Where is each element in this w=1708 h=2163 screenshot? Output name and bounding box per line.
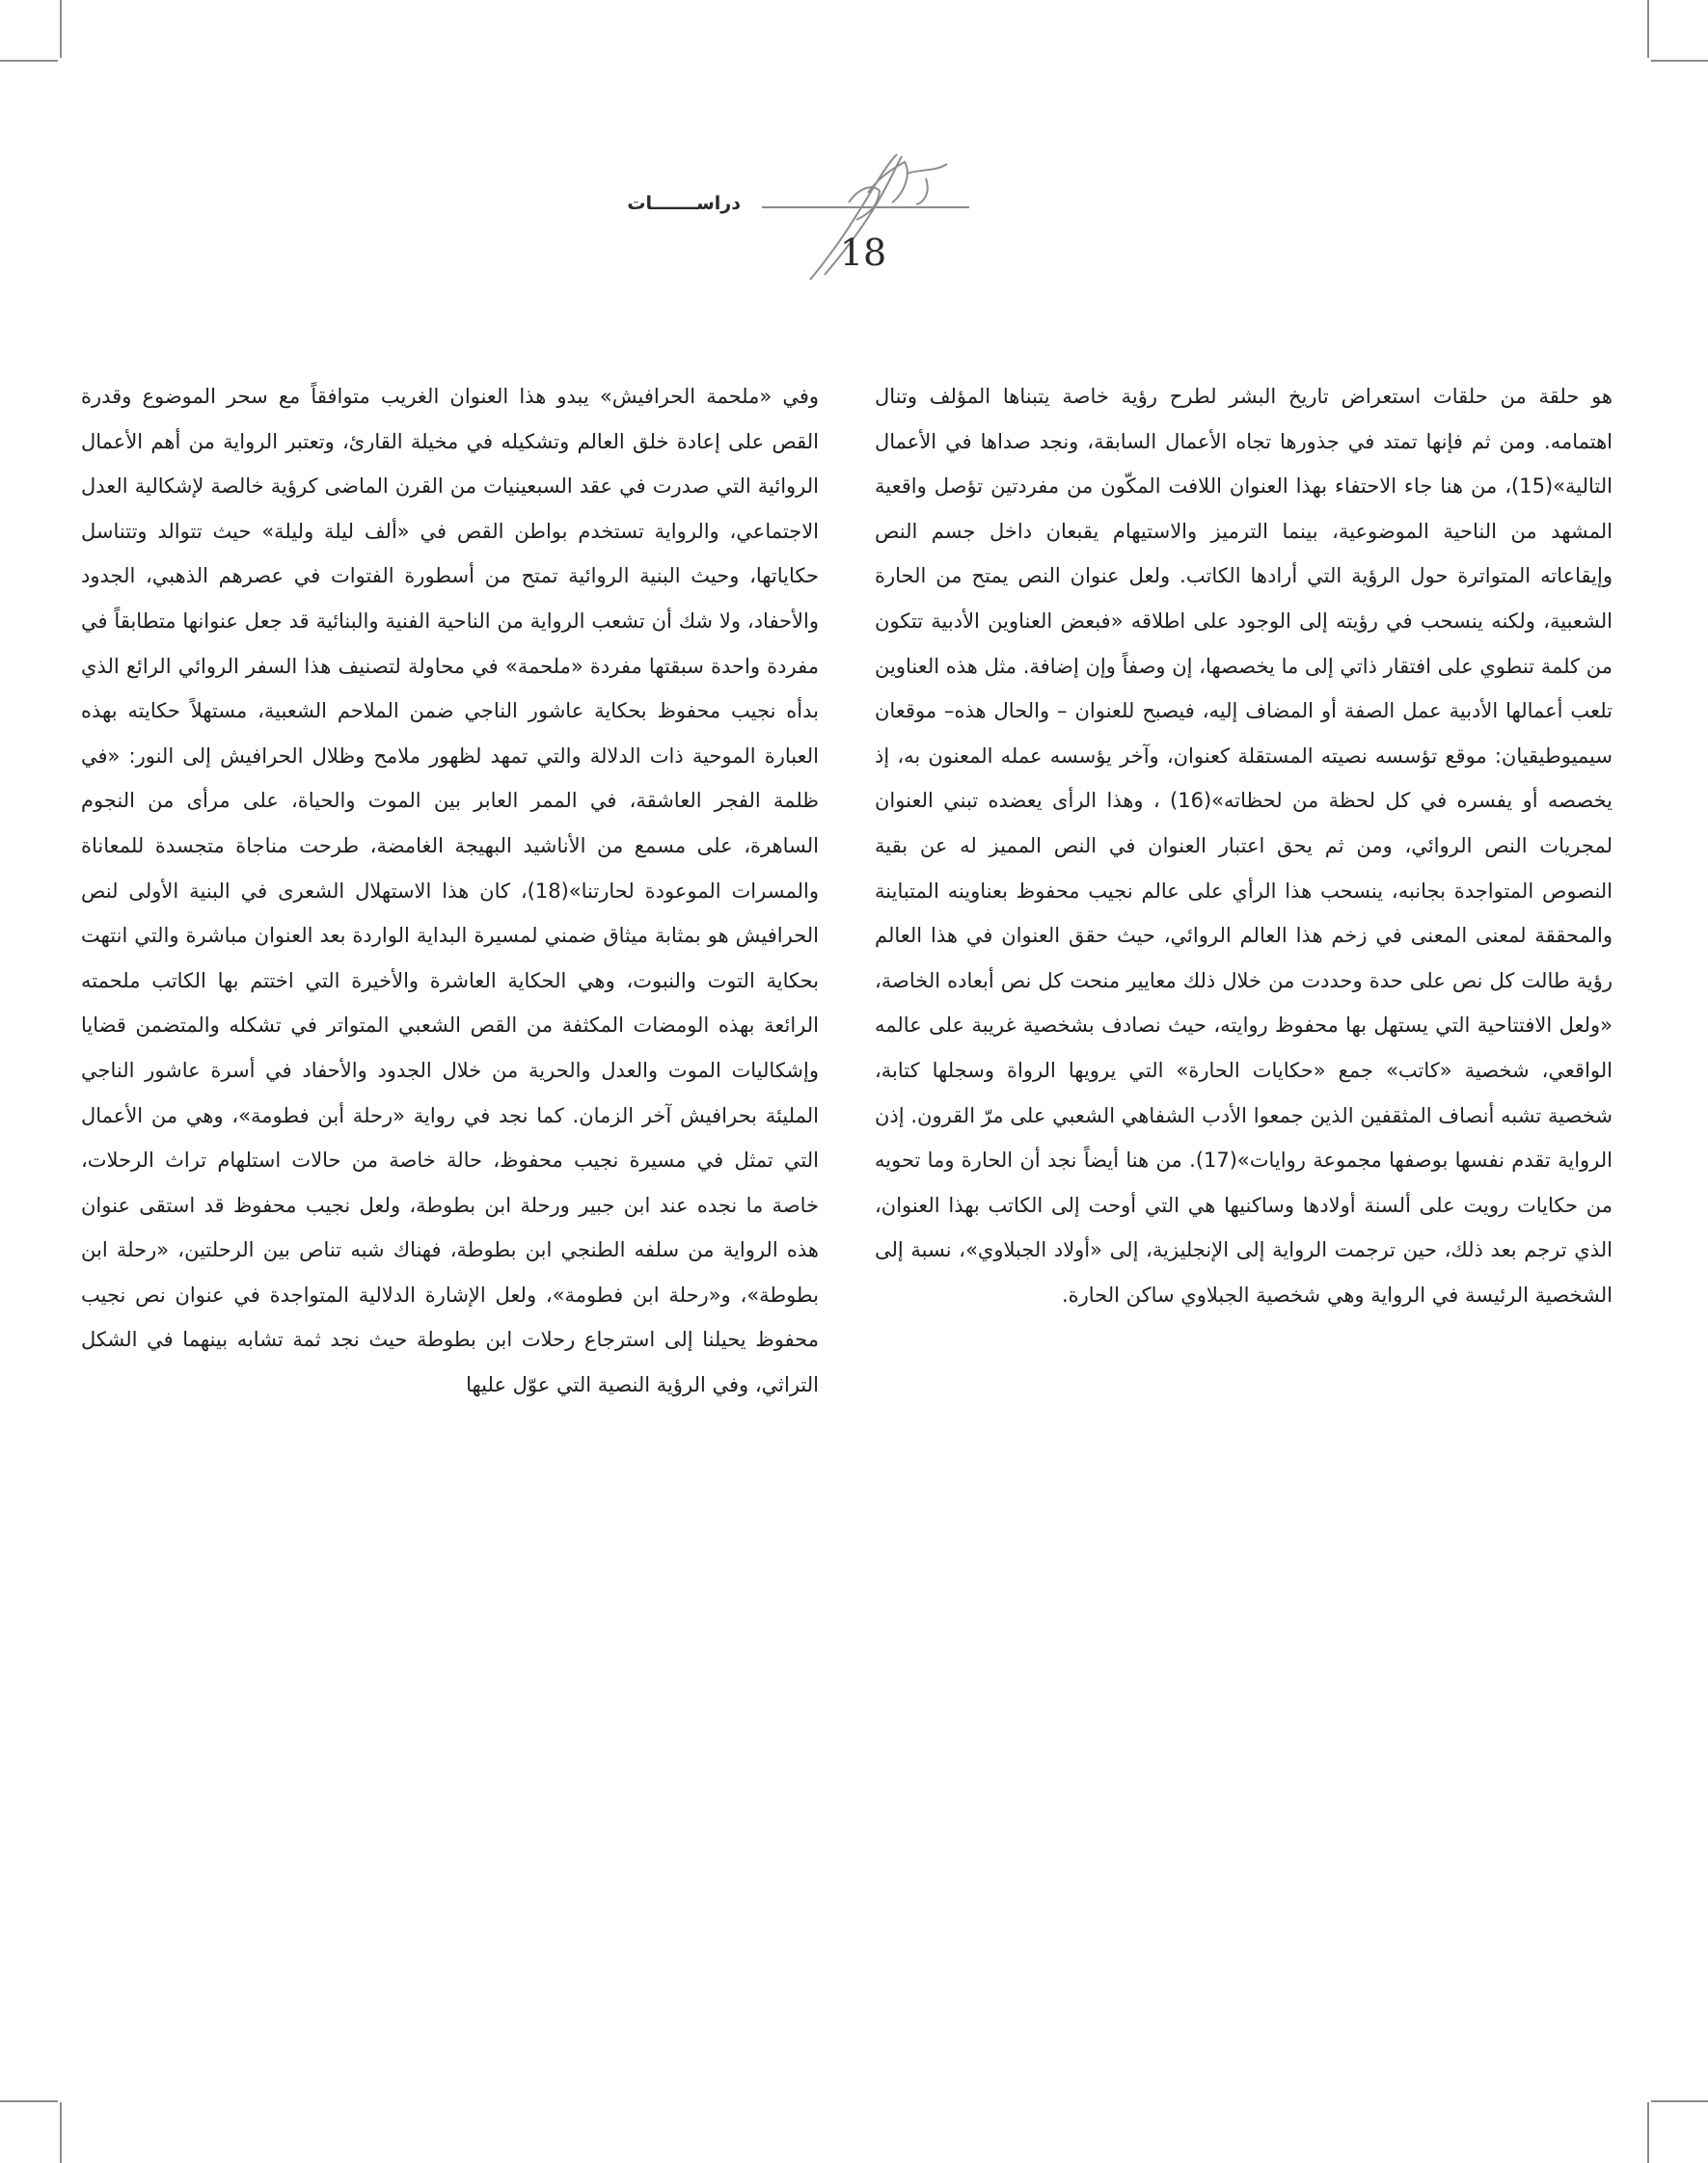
paragraph: وفي «ملحمة الحرافيش» يبدو هذا العنوان الغريب متوافقاً مع سحر الموضوع وقدرة القص على إعادة خلق العالم وتشكيله في مخيلة القارئ، وتعتبر الرواية من أهم الأعمال الروائية التي صدرت في عقد السبعينيات من القرن الماضى كرؤية خالصة لإشكالية العدل الاجتماعي، والرواية تستخدم بواطن القص في «ألف ليلة وليلة» حيث تتوالد وتتناسل حكاياتها، وحيث البنية الروائية تمتح من أسطورة الفتوات في عصرهم الذهبي، الجدود والأحفاد، ولا شك أن تشعب الرواية من الناحية الفنية والبنائية قد جعل عنوانها متطابقاً في مفردة واحدة سبقتها مفردة «ملحمة» في محاولة لتصنيف هذا السفر الروائي الرائع الذي بدأه نجيب محفوظ بحكاية عاشور الناجي ضمن الملاحم الشعبية، مستهلاً حكايته بهذه العبارة الموحية ذات الدلالة والتي تمهد لظهور ملامح وظلال الحرافيش إلى النور: «في ظلمة الفجر العاشقة، في الممر العابر بين الموت والحياة، على مرأى من النجوم الساهرة، على مسمع من الأناشيد البهيجة الغامضة، طرحت مناجاة متجسدة للمعاناة والمسرات الموعودة لحارتنا»(18)، كان هذا الاستهلال الشعرى في البنية الأولى لنص الحرافيش هو بمثابة ميثاق ضمني لمسيرة البداية الواردة بعد العنوان مباشرة والتي انتهت بحكاية التوت والنبوت، وهي الحكاية العاشرة والأخيرة التي اختتم بها الكاتب ملحمته الرائعة بهذه الومضات المكثفة من القص الشعبي المتواتر في تشكله والمتضمن قضايا وإشكاليات الموت والعدل والحرية من خلال الجدود والأحفاد في أسرة عاشور الناجي المليئة بحرافيش آخر الزمان. كما نجد في رواية «رحلة أبن فطومة»، وهي من الأعمال التي تمثل في مسيرة نجيب محفوظ، حالة خاصة من حالات استلهام تراث الرحلات، خاصة ما نجده عند ابن جبير ورحلة ابن بطوطة، ولعل نجيب محفوظ قد استقى عنوان هذه الرواية من سلفه الطنجي ابن بطوطة، فهناك شبه تناص بين الرحلتين، «رحلة ابن بطوطة»، و«رحلة ابن فطومة»، ولعل الإشارة الدلالية المتواجدة في عنوان نص نجيب محفوظ يحيلنا إلى استرجاع رحلات ابن بطوطة حيث نجد ثمة تشابه بينهما في الشكل التراثي، وفي الرؤية النصية التي عوّل عليها <box>81 385 819 1397</box>
text-column-right <box>875 374 1613 1317</box>
page-number: 18 <box>839 231 887 274</box>
crop-mark-bottom-left <box>60 2102 62 2163</box>
crop-mark-top-left-h <box>0 60 58 62</box>
crop-mark-top-right <box>1647 0 1649 58</box>
crop-mark-top-right-h <box>1651 60 1708 62</box>
page-header <box>627 135 993 289</box>
crop-mark-top-left <box>60 0 62 58</box>
section-label: دراســـــــات <box>627 193 741 214</box>
paragraph: هو حلقة من حلقات استعراض تاريخ البشر لطرح رؤية خاصة يتبناها المؤلف وتنال اهتمامه. ومن ثم فإنها تمتد في جذورها تجاه الأعمال السابقة، ونجد صداها في الأعمال التالية»(15)، من هنا جاء الاحتفاء بهذا العنوان اللافت المكّون من مفردتين تؤصل واقعية المشهد من الناحية الموضوعية، بينما الترميز والاستيهام يقبعان داخل جسم النص وإيقاعاته المتواترة حول الرؤية التي أرادها الكاتب. ولعل عنوان النص يمتح من الحارة الشعبية، ولكنه ينسحب في رؤيته إلى الوجود على اطلاقه «فبعض العناوين الأدبية تتكون من كلمة تنطوي على افتقار ذاتي إلى ما يخصصها، إن وصفاً وإن إضافة. مثل هذه العناوين تلعب أعمالها الأدبية عمل الصفة أو المضاف إليه، فيصبح للعنوان – والحال هذه– موقعان سيميوطيقيان: موقع تؤسسه نصيته المستقلة كعنوان، وآخر يؤسسه عمله المعنون به، إذ يخصصه أو يفسره في كل لحظة من لحظاته»(16) ، وهذا الرأى يعضده تبني العنوان لمجريات النص الروائي، ومن ثم يحق اعتبار العنوان في النص المميز له عن بقية النصوص المتواجدة بجانبه، ينسحب هذا الرأي على عالم نجيب محفوظ بعناوينه المتباينة والمحققة لمعنى المعنى في زخم هذا العالم الروائي، حيث حقق العنوان في هذا العالم رؤية طالت كل نص على حدة وحددت من خلال ذلك معايير منحت كل نص أبعاده الخاصة، «ولعل الافتتاحية التي يستهل بها محفوظ روايته، حيث نصادف بشخصية غريبة على عالمه الواقعي، شخصية «كاتب» جمع «حكايات الحارة» التي يرويها الرواة وسجلها كتابة، شخصية تشبه أنصاف المثقفين الذين جمعوا الأدب الشفاهي الشعبي على مرّ القرون. إذن الرواية تقدم نفسها بوصفها مجموعة روايات»(17). من هنا أيضاً نجد أن الحارة وما تحويه من حكايات رويت على ألسنة أولادها وساكنيها هي التي أوحت إلى الكاتب بهذا العنوان، الذي ترجم بعد ذلك، حين ترجمت الرواية إلى الإنجليزية، إلى «أولاد الجبلاوي»، نسبة إلى الشخصية الرئيسة في الرواية وهي شخصية الجبلاوي ساكن الحارة. <box>875 385 1613 1307</box>
crop-mark-bottom-right-h <box>1651 2100 1708 2102</box>
text-column-left <box>81 374 819 1408</box>
crop-mark-bottom-right <box>1647 2102 1649 2163</box>
crop-mark-bottom-left-h <box>0 2100 58 2102</box>
